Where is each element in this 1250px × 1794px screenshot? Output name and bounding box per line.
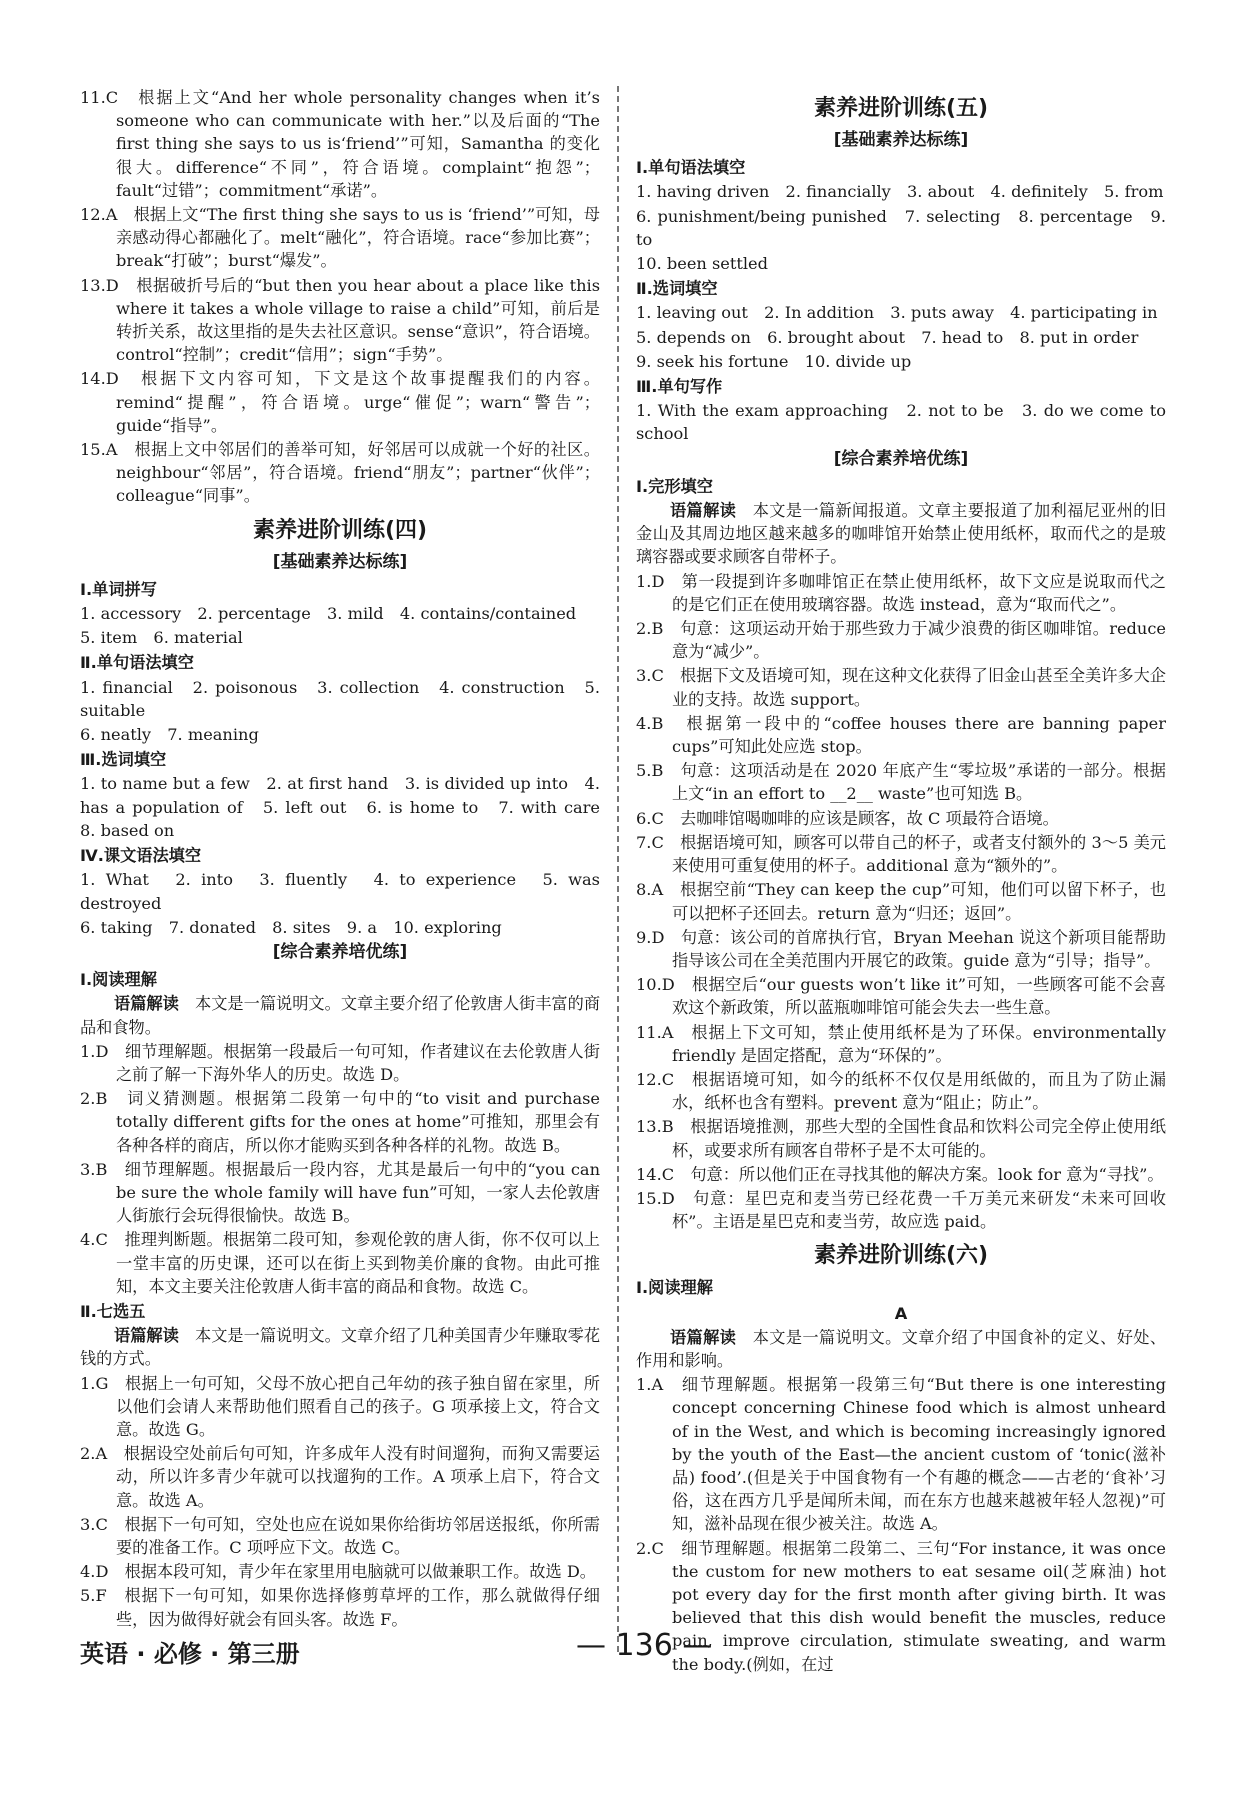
answer-item: 7.C 根据语境可知，顾客可以带自己的杯子，或者支付额外的 3～5 美元来使用可重复使用的杯子。additional 意为“额外的”。 [636, 832, 1166, 876]
answer-line: 6. neatly 7. meaning [80, 725, 259, 745]
answer-line: 1. having driven 2. financially 3. about 4. definitely 5. from [636, 182, 1164, 202]
part-heading: Ⅰ.阅读理解 [80, 970, 157, 990]
answer-item: 11.C 根据上文“And her whole personality changes when it’s someone who can communicate with her.”以及后面的“The first thing she says to us is‘friend’”可知，Samantha 的变化很大。difference“不同”，符合语境。complaint“抱怨”；fault“过错”；commitment“承诺”。 [80, 88, 600, 200]
passage-summary [636, 1326, 1166, 1372]
answer-item: 4.C 推理判断题。根据第二段可知，参观伦敦的唐人街，你不仅可以上一堂丰富的历史课，还可以在街上买到物美价廉的食物。由此可推知，本文主要关注伦敦唐人街丰富的商品和食物。故选 C。 [80, 1230, 600, 1296]
passage-summary [80, 1324, 600, 1370]
summary-label: 语篇解读 [114, 994, 179, 1014]
part-heading: Ⅱ.七选五 [80, 1301, 146, 1321]
footer-subject: 英语 · 必修 · 第三册 [80, 1640, 300, 1668]
answer-item: 5.B 句意：这项活动是在 2020 年底产生“零垃圾”承诺的一部分。根据上文“in an effort to __2__ waste”也可知选 B。 [636, 761, 1166, 804]
answer-item: 13.D 根据破折号后的“but then you hear about a place like this where it takes a whole village to raise a child”可知，前后是转折关系，故这里指的是失去社区意识。sense“意识”，符合语境。control“控制”；credit“信用”；sign“手势”。 [80, 275, 600, 365]
right-column [636, 86, 1166, 1677]
answer-item: 15.A 根据上文中邻居们的善举可知，好邻居可以成就一个好的社区。neighbour“邻居”，符合语境。friend“朋友”；partner“伙伴”；colleague“同事”。 [80, 440, 600, 506]
part-heading: Ⅲ.选词填空 [80, 750, 167, 770]
answer-item: 6.C 去咖啡馆喝咖啡的应该是顾客，故 C 项最符合语境。 [636, 808, 1059, 828]
answer-item: 14.D 根据下文内容可知，下文是这个故事提醒我们的内容。remind“提醒”，符合语境。urge“催促”；warn“警告”；guide“指导”。 [80, 369, 600, 435]
answer-item: 12.C 根据语境可知，如今的纸杯不仅仅是用纸做的，而且为了防止漏水，纸杯也含有塑料。prevent 意为“阻止；防止”。 [636, 1069, 1166, 1113]
part-heading: Ⅳ.课文语法填空 [80, 846, 202, 866]
part-heading: Ⅱ.选词填空 [636, 279, 718, 299]
part-heading: Ⅰ.单句语法填空 [636, 158, 746, 178]
answer-item: 2.C 细节理解题。根据第二段第二、三句“For instance, it was once the custom for new mothers to eat sesame oil(芝麻油) hot pot every day for the first month after giving birth. It was believed that this dish would benefit the muscles, reduce pain, improve circulation, stimulate sweating, and warm the body.(例如，在过 [636, 1538, 1166, 1674]
answer-line: 1. to name but a few 2. at first hand 3. is divided up into 4. has a population of 5. left out 6. is home to 7. with care 8. based on [80, 774, 617, 840]
answer-item: 3.B 细节理解题。根据最后一段内容，尤其是最后一句中的“you can be sure the whole family will have fun”可知，一家人去伦敦唐人街旅行会玩得很愉快。故选 B。 [80, 1159, 600, 1226]
summary-text: 本文是一篇说明文。文章介绍了几种美国青少年赚取零花钱的方式。 [80, 1326, 601, 1369]
answer-item: 15.D 句意：星巴克和麦当劳已经花费一千万美元来研发“未来可回收杯”。主语是星巴克和麦当劳，故应选 paid。 [636, 1188, 1166, 1232]
subsection-title: [综合素养培优练] [272, 941, 408, 962]
subsection-title: [基础素养达标练] [833, 130, 969, 150]
section-title: 素养进阶训练(五) [813, 96, 989, 121]
answer-item: 1.A 细节理解题。根据第一段第三句“But there is one interesting concept concerning Chinese food which is almost unheard of in the West, and which is becoming increasingly ignored by the youth of the East—the ancient custom of ‘tonic(滋补品) food’.(但是关于中国食物有一个有趣的概念——古老的‘食补’习俗，这在西方几乎是闻所未闻，而在东方也越来越被年轻人忽视)”可知，滋补品现在很少被关注。故选 A。 [636, 1375, 1166, 1534]
answer-item: 1.D 细节理解题。根据第一段最后一句可知，作者建议在去伦敦唐人街之前了解一下海外华人的历史。故选 D。 [80, 1041, 600, 1084]
part-heading: Ⅰ.阅读理解 [636, 1278, 713, 1298]
answer-item: 10.D 根据空后“our guests won’t like it”可知，一些顾客可能不会喜欢这个新政策，所以蓝瓶咖啡馆可能会失去一些生意。 [636, 975, 1166, 1018]
summary-text: 本文是一篇说明文。文章介绍了中国食补的定义、好处、作用和影响。 [636, 1327, 1167, 1370]
answer-line: 6. taking 7. donated 8. sites 9. a 10. exploring [80, 917, 502, 937]
subsection-title: [基础素养达标练] [272, 551, 408, 572]
summary-label: 语篇解读 [670, 501, 737, 521]
answer-item: 4.D 根据本段可知，青少年在家里用电脑就可以做兼职工作。故选 D。 [80, 1562, 596, 1582]
answer-item: 11.A 根据上下文可知，禁止使用纸杯是为了环保。environmentally friendly 是固定搭配，意为“环保的”。 [636, 1022, 1166, 1065]
answer-item: 8.A 根据空前“They can keep the cup”可知，他们可以留下杯子，也可以把杯子还回去。return 意为“归还；返回”。 [636, 880, 1166, 923]
answer-item: 2.A 根据设空处前后句可知，许多成年人没有时间遛狗，而狗又需要运动，所以许多青少年就可以找遛狗的工作。A 项承上启下，符合文意。故选 A。 [80, 1444, 600, 1510]
answer-line: 1. leaving out 2. In addition 3. puts away 4. participating in [636, 303, 1158, 323]
summary-text: 本文是一篇新闻报道。文章主要报道了加利福尼亚州的旧金山及其周边地区越来越多的咖啡馆开始禁止使用纸杯，取而代之的是玻璃容器或要求顾客自带杯子。 [636, 501, 1167, 567]
passage-label: A [894, 1303, 908, 1323]
answer-item: 5.F 根据下一句可知，如果你选择修剪草坪的工作，那么就做得仔细些，因为做得好就会有回头客。故选 F。 [80, 1586, 600, 1629]
answer-item: 2.B 句意：这项运动开始于那些致力于减少浪费的街区咖啡馆。reduce 意为“减少”。 [636, 619, 1166, 662]
page-number: — 136 — [576, 1628, 713, 1663]
column-divider [617, 86, 619, 1652]
answer-line: 1. With the exam approaching 2. not to be 3. do we come to school [636, 401, 1166, 444]
subsection-title: [综合素养培优练] [833, 448, 969, 469]
summary-text: 本文是一篇说明文。文章主要介绍了伦敦唐人街丰富的商品和食物。 [80, 994, 601, 1037]
left-column [80, 86, 617, 1632]
answer-line: 5. item 6. material [80, 628, 243, 648]
answer-line: 10. been settled [636, 254, 768, 274]
answer-item: 12.A 根据上文“The first thing she says to us is ‘friend’”可知，母亲感动得心都融化了。melt“融化”，符合语境。race“参加比赛”；break“打破”；burst“爆发”。 [80, 205, 600, 271]
answer-item: 14.C 句意：所以他们正在寻找其他的解决方案。look for 意为“寻找”。 [636, 1164, 1164, 1184]
answer-line: 5. depends on 6. brought about 7. head to 8. put in order [636, 327, 1139, 347]
answer-line: 1. What 2. into 3. fluently 4. to experience 5. was destroyed [80, 870, 600, 913]
part-heading: Ⅰ.完形填空 [636, 476, 713, 496]
part-heading: Ⅱ.单句语法填空 [80, 653, 194, 673]
answer-line: 9. seek his fortune 10. divide up [636, 351, 912, 371]
section-title: 素养进阶训练(四) [252, 517, 428, 543]
answer-line: 1. accessory 2. percentage 3. mild 4. contains/contained [80, 604, 577, 624]
summary-label: 语篇解读 [114, 1326, 179, 1346]
answer-item: 1.G 根据上一句可知，父母不放心把自己年幼的孩子独自留在家里，所以他们会请人来帮助他们照看自己的孩子。G 项承接上文，符合文意。故选 G。 [80, 1373, 600, 1439]
answer-item: 3.C 根据下文及语境可知，现在这种文化获得了旧金山甚至全美许多大企业的支持。故选 support。 [636, 666, 1166, 709]
answer-line: 6. punishment/being punished 7. selecting 8. percentage 9. to [636, 206, 1166, 249]
section-title: 素养进阶训练(六) [813, 1243, 989, 1269]
answer-item: 13.B 根据语境推测，那些大型的全国性食品和饮料公司完全停止使用纸杯，或要求所有顾客自带杯子是不太可能的。 [636, 1117, 1166, 1160]
part-heading: Ⅲ.单句写作 [636, 377, 723, 397]
summary-label: 语篇解读 [670, 1327, 737, 1347]
answer-item: 1.D 第一段提到许多咖啡馆正在禁止使用纸杯，故下文应是说取而代之的是它们正在使用玻璃容器。故选 instead，意为“取而代之”。 [636, 571, 1166, 614]
part-heading: Ⅰ.单词拼写 [80, 579, 157, 599]
answer-item: 4.B 根据第一段中的“coffee houses there are banning paper cups”可知此处应选 stop。 [636, 713, 1166, 757]
answer-line: 1. financial 2. poisonous 3. collection 4. construction 5. suitable [80, 677, 600, 720]
passage-summary [636, 499, 1166, 569]
answer-item: 3.C 根据下一句可知，空处也应在说如果你给街坊邻居送报纸，你所需要的准备工作。C 项呼应下文。故选 C。 [80, 1514, 600, 1557]
passage-summary [80, 992, 600, 1038]
answer-item: 9.D 句意：该公司的首席执行官，Bryan Meehan 说这个新项目能帮助指导该公司在全美范围内开展它的政策。guide 意为“引导；指导”。 [636, 927, 1166, 970]
answer-item: 2.B 词义猜测题。根据第二段第一句中的“to visit and purchase totally different gifts for the ones at home”可推知，那里会有各种各样的商店，所以你才能购买到各种各样的礼物。故选 B。 [80, 1089, 600, 1155]
